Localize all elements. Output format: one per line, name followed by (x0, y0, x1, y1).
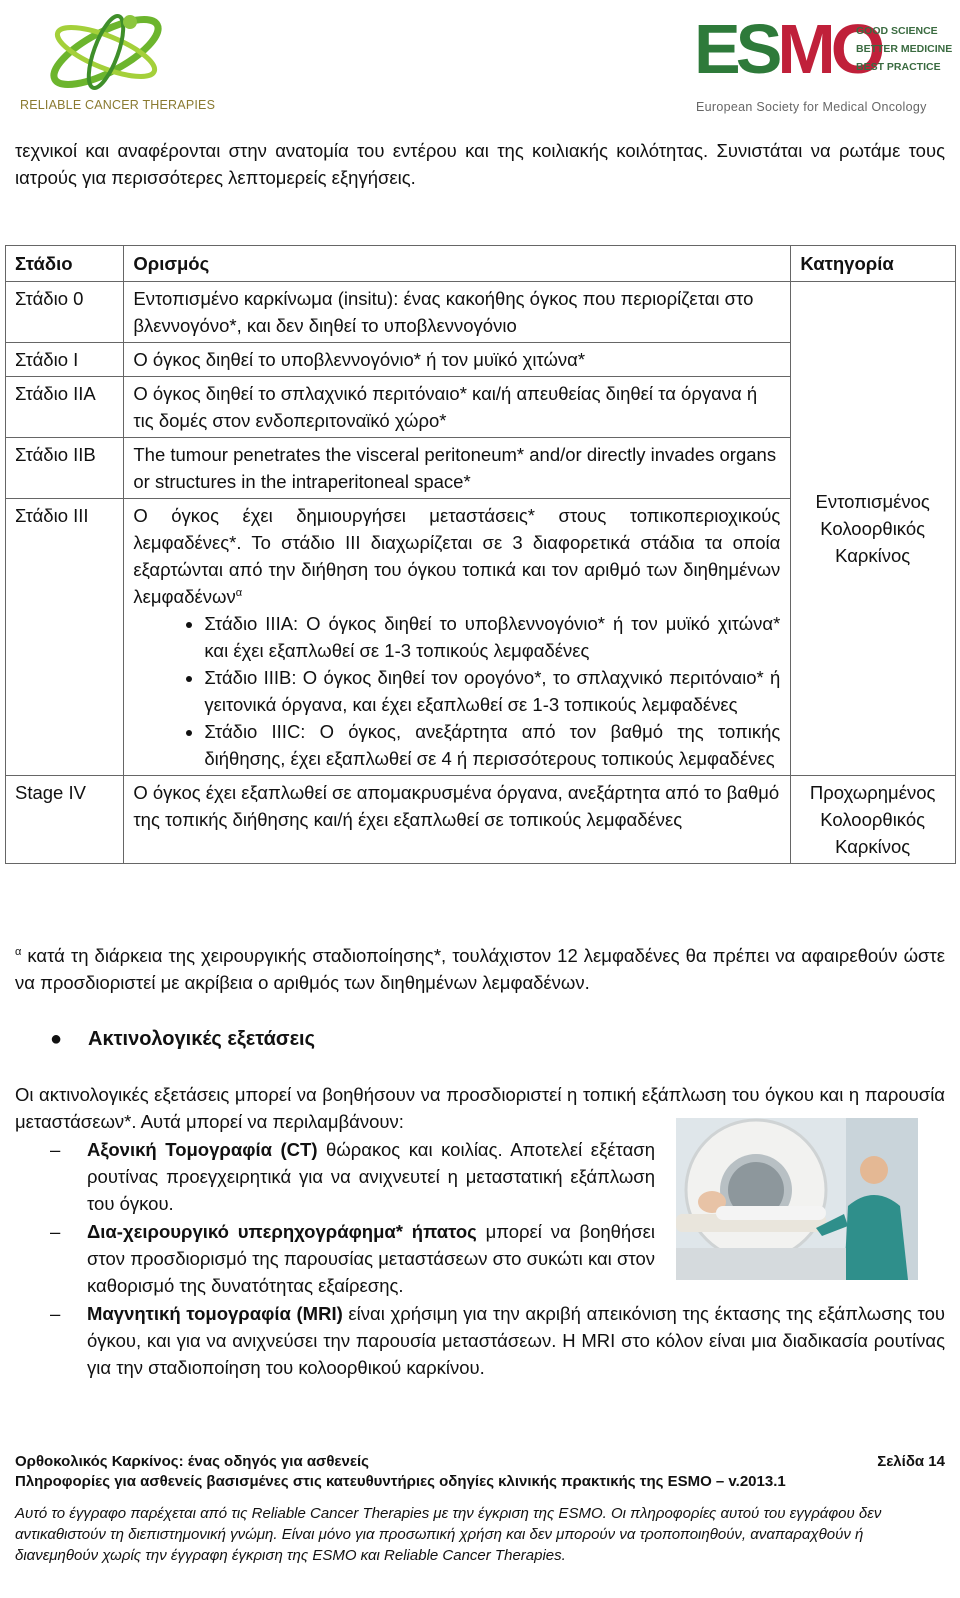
footer-disclaimer: Αυτό το έγγραφο παρέχεται από τις Reliable Cancer Therapies με την έγκριση της ESMO. Οι πληροφορίες αυτού του εγγράφου δεν αντικαθιστούν τη διεπιστημονική γνώμη. Είναι μόνο για προσωπική χρήση και δεν μπορούν να τροποποιηθούν, αναπαραχθούν ή διανεμηθούν χωρίς την έγγραφη έγκριση της ESMO και Reliable Cancer Therapies. (15, 1505, 882, 1564)
definition-cell: The tumour penetrates the visceral peritoneum* and/or directly invades organs or structures in the intraperitoneal space* (124, 438, 791, 499)
stage-cell: Στάδιο 0 (6, 282, 124, 343)
section-heading: ● Ακτινολογικές εξετάσεις (50, 1028, 316, 1050)
list-item: – Αξονική Τομογραφία (CT) θώρακος και κοιλίας. Αποτελεί εξέταση ρουτίνας προεγχειρητικά για να ανιχνευτεί η μεταστατική εξάπλωση του όγκου. (50, 1139, 656, 1214)
footer-title-line (15, 1452, 945, 1472)
rct-swirl-icon (18, 4, 208, 96)
category-advanced-cell: Προχωρημένος Κολοορθικός Καρκίνος (791, 776, 956, 864)
list-item: • Στάδιο ΙΙΙΒ: Ο όγκος διηθεί τον ορογόνο*, το σπλαχνικό περιτόναιο* ή γειτονικά όργανα, και έχει εξαπλωθεί σε 1-3 τοπικούς λεμφαδένες (204, 664, 780, 718)
definition-cell: Ο όγκος διηθεί το υποβλεννογόνιο* ή τον μυϊκό χιτώνα* (124, 343, 791, 377)
definition-cell: Εντοπισμένο καρκίνωμα (insitu): ένας κακοήθης όγκος που περιορίζεται στο βλεννογόνο*, και δεν διηθεί το υποβλεννογόνιο (124, 282, 791, 343)
substage-list (133, 610, 780, 772)
definition-cell: Ο όγκος έχει δημιουργήσει μεταστάσεις* στους τοπικοπεριοχικούς λεμφαδένες*. Το στάδιο ΙΙΙ διαχωρίζεται σε 3 διαφορετικά στάδια τα οποία εξαρτώνται από την διήθηση του όγκου τοπικά και τον αριθμό των διηθημένων λεμφαδένων$^\alpha$ • Στάδιο ΙΙΙΑ: Ο όγκος διηθεί το υποβλεννογόνιο* ή τον μυϊκό χιτώνα* και έχει εξαπλωθεί σε 1-3 τοπικούς λεμφαδένες • Στάδιο ΙΙΙΒ: Ο όγκος διηθεί τον ορογόνο*, το σπλαχνικό περιτόναιο* ή γειτονικά όργανα, και έχει εξαπλωθεί σε 1-3 τοπικούς λεμφαδένες • Στάδιο ΙΙΙC: Ο όγκος, ανεξάρτητα από τον βαθμό της τοπικής διήθησης, έχει εξαπλωθεί σε 4 ή περισσότερους τοπικούς λεμφαδένες (124, 499, 791, 776)
footer-subtitle: Πληροφορίες για ασθενείς βασισμένες στις κατευθυντήριες οδηγίες κλινικής πρακτικής της ESMO – v.2013.1 (15, 1473, 786, 1490)
header-category: Κατηγορία (791, 246, 956, 282)
ct-scan-photo (676, 1118, 918, 1280)
section-intro: Οι ακτινολογικές εξετάσεις μπορεί να βοηθήσουν να προσδιοριστεί η τοπική εξάπλωση του όγκου και η παρουσία μεταστάσεων*. Αυτά μπορεί να περιλαμβάνουν: (15, 1084, 945, 1132)
esmo-logo (694, 10, 953, 120)
list-item: – Δια-χειρουργικό υπερηχογράφημα* ήπατος μπορεί να βοηθήσει στον προσδιορισμό της παρουσίας μεταστάσεων στο συκώτι και στον καθορισμό της δυνατότητας εξαίρεσης. (50, 1221, 655, 1296)
rct-logo-text: RELIABLE CANCER THERAPIES (20, 98, 216, 112)
table-footnote: $^\alpha$ κατά τη διάρκεια της χειρουργικής σταδιοποίησης*, τουλάχιστον 12 λεμφαδένες θα πρέπει να αφαιρεθούν ώστε να προσδιοριστεί με ακρίβεια ο αριθμός των διηθημένων λεμφαδένων. (15, 945, 945, 993)
stage-cell: Στάδιο ΙΙΙ (6, 499, 124, 776)
definition-cell: Ο όγκος διηθεί το σπλαχνικό περιτόναιο* και/ή απευθείας διηθεί τα όργανα ή τις δομές στον ενδοπεριτοναϊκό χώρο* (124, 377, 791, 438)
list-item: • Στάδιο ΙΙΙC: Ο όγκος, ανεξάρτητα από τον βαθμό της τοπικής διήθησης, έχει εξαπλωθεί σε 4 ή περισσότερους τοπικούς λεμφαδένες (204, 718, 780, 772)
header-definition: Ορισμός (124, 246, 791, 282)
header-stage: Στάδιο (6, 246, 124, 282)
table-row (6, 776, 956, 864)
esmo-wordmark: ESMO (694, 10, 881, 88)
rct-logo (18, 4, 216, 116)
esmo-logo-footer: European Society for Medical Oncology (696, 100, 927, 114)
esmo-tagline: GOOD SCIENCE BETTER MEDICINE BEST PRACTICE (856, 25, 953, 73)
staging-table (5, 245, 956, 864)
stage-cell: Στάδιο ΙΙΒ (6, 438, 124, 499)
list-item: – Μαγνητική τομογραφία (MRI) είναι χρήσιμη για την ακριβή απεικόνιση της έκτασης της εξάπλωσης του όγκου, και για να ανιχνεύσει την παρουσία μεταστάσεων. Η MRI στο κόλον είναι μια διαδικασία ρουτίνας για την σταδιοποίηση του κολοορθικού καρκίνου. (50, 1303, 945, 1378)
category-local-cell: Εντοπισμένος Κολοορθικός Καρκίνος (791, 282, 956, 776)
table-row (6, 282, 956, 343)
page-number: Σελίδα 14 (877, 1453, 945, 1470)
list-item: • Στάδιο ΙΙΙΑ: Ο όγκος διηθεί το υποβλεννογόνιο* ή τον μυϊκό χιτώνα* και έχει εξαπλωθεί σε 1-3 τοπικούς λεμφαδένες (204, 610, 780, 664)
intro-paragraph: τεχνικοί και αναφέρονται στην ανατομία του εντέρου και της κοιλιακής κοιλότητας. Συνιστάται να ρωτάμε τους ιατρούς για περισσότερες λεπτομερείς εξηγήσεις. (15, 140, 945, 188)
stage-cell: Στάδιο ΙΙΑ (6, 377, 124, 438)
stage-cell: Stage IV (6, 776, 124, 864)
footer-title: Ορθοκολικός Καρκίνος: ένας οδηγός για ασθενείς (15, 1453, 369, 1470)
table-header-row (6, 246, 956, 282)
stage-cell: Στάδιο Ι (6, 343, 124, 377)
definition-cell: Ο όγκος έχει εξαπλωθεί σε απομακρυσμένα όργανα, ανεξάρτητα από το βαθμό της τοπικής διήθησης και/ή έχει εξαπλωθεί σε τοπικούς λεμφαδένες (124, 776, 791, 864)
